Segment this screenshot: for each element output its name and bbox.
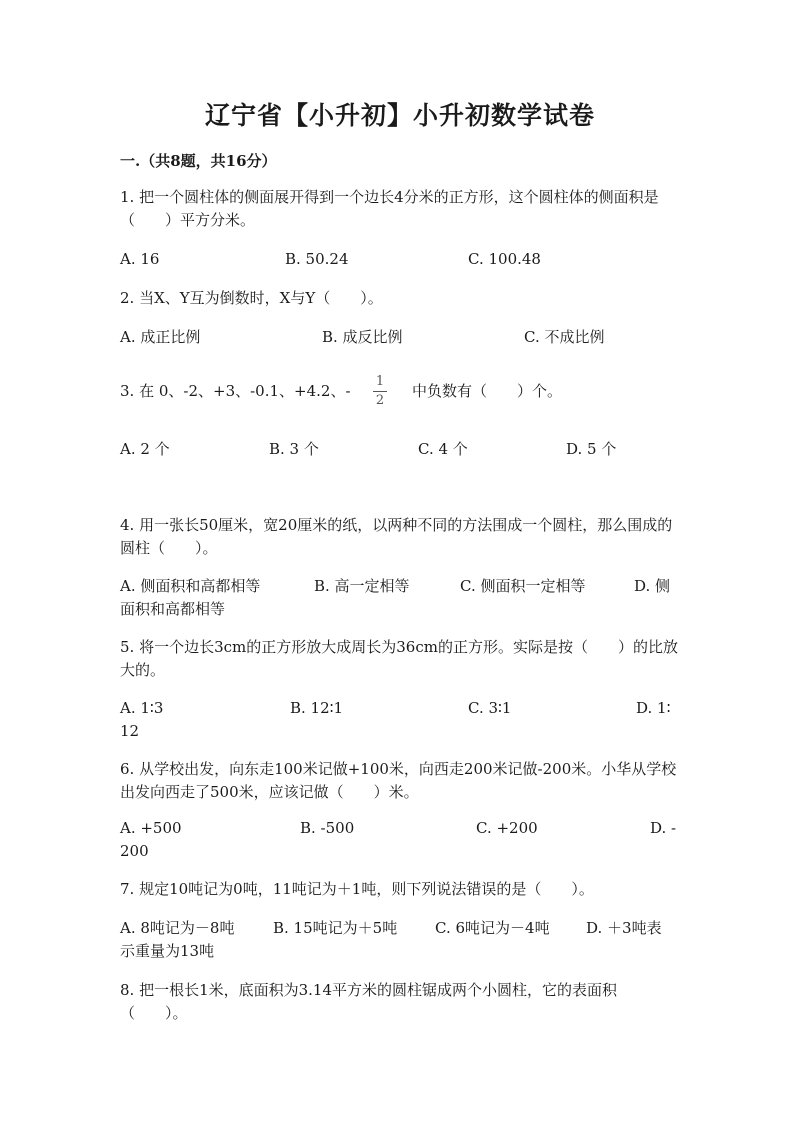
option-c[interactable]: C. 6吨记为－4吨 — [435, 919, 550, 937]
option-a[interactable]: A. 1∶3 — [120, 699, 164, 717]
question-8: 8. 把一根长1米，底面积为3.14平方米的圆柱锯成两个小圆柱，它的表面积（ ）。 — [120, 981, 618, 1022]
option-b[interactable]: B. 高一定相等 — [314, 577, 410, 595]
option-c[interactable]: C. 侧面积一定相等 — [460, 577, 586, 595]
option-d[interactable]: D. ＋3吨表 — [586, 919, 662, 937]
option-c[interactable]: C. +200 — [476, 819, 538, 837]
question-7: 7. 规定10吨记为0吨，11吨记为＋1吨，则下列说法错误的是（ ）。 — [120, 880, 594, 898]
question-3-text-a: 3. 在 0、-2、+3、-0.1、+4.2、- — [120, 382, 351, 400]
option-d-wrap: 面积和高都相等 — [120, 600, 226, 618]
question-5: 5. 将一个边长3cm的正方形放大成周长为36cm的正方形。实际是按（ ）的比放大的。 — [120, 638, 678, 679]
option-d[interactable]: D. 侧 — [634, 577, 671, 595]
question-3 — [120, 380, 680, 403]
section-heading: 一.（共8题，共16分） — [120, 152, 277, 170]
question-4: 4. 用一张长50厘米，宽20厘米的纸，以两种不同的方法围成一个圆柱，那么围成的圆柱（ ）。 — [120, 516, 673, 557]
option-c[interactable]: C. 不成比例 — [524, 328, 605, 346]
fraction-numerator: 1 — [375, 374, 385, 389]
fraction-one-half — [372, 375, 388, 408]
option-d-wrap: 200 — [120, 842, 149, 860]
option-c[interactable]: C. 100.48 — [468, 250, 541, 268]
question-1: 1. 把一个圆柱体的侧面展开得到一个边长4分米的正方形，这个圆柱体的侧面积是（ ）平方分米。 — [120, 188, 659, 229]
option-d[interactable]: D. 5 个 — [566, 440, 617, 458]
options-q4 — [120, 575, 680, 598]
question-2: 2. 当X、Y互为倒数时，X与Y（ ）。 — [120, 289, 383, 307]
option-c[interactable]: C. 3∶1 — [468, 699, 512, 717]
fraction-denominator: 2 — [375, 393, 385, 408]
option-d[interactable]: D. - — [650, 819, 677, 837]
option-a[interactable]: A. 成正比例 — [120, 328, 201, 346]
option-d-wrap: 12 — [120, 722, 140, 740]
options-q7 — [120, 917, 680, 940]
option-b[interactable]: B. 成反比例 — [322, 328, 403, 346]
fraction-bar — [373, 391, 387, 392]
option-b[interactable]: B. 3 个 — [269, 440, 319, 458]
option-b[interactable]: B. 15吨记为＋5吨 — [273, 919, 398, 937]
options-q5 — [120, 697, 680, 720]
option-a[interactable]: A. 2 个 — [120, 440, 170, 458]
option-b[interactable]: B. 50.24 — [285, 250, 349, 268]
page-title: 辽宁省【小升初】小升初数学试卷 — [204, 101, 595, 130]
option-d[interactable]: D. 1∶ — [636, 699, 671, 717]
options-q6 — [120, 817, 680, 840]
option-b[interactable]: B. 12∶1 — [290, 699, 344, 717]
options-q2 — [120, 326, 680, 349]
option-b[interactable]: B. -500 — [300, 819, 355, 837]
option-a[interactable]: A. 16 — [120, 250, 160, 268]
option-d-wrap: 示重量为13吨 — [120, 942, 215, 960]
option-a[interactable]: A. 侧面积和高都相等 — [120, 577, 261, 595]
option-c[interactable]: C. 4 个 — [418, 440, 468, 458]
options-q1 — [120, 248, 680, 271]
question-3-text-b: 中负数有（ ）个。 — [412, 382, 563, 400]
option-a[interactable]: A. +500 — [120, 819, 182, 837]
question-6: 6. 从学校出发，向东走100米记做+100米，向西走200米记做-200米。小华从学校出发向西走了500米，应该记做（ ）米。 — [120, 760, 677, 801]
options-q3 — [120, 438, 680, 461]
option-a[interactable]: A. 8吨记为－8吨 — [120, 919, 235, 937]
